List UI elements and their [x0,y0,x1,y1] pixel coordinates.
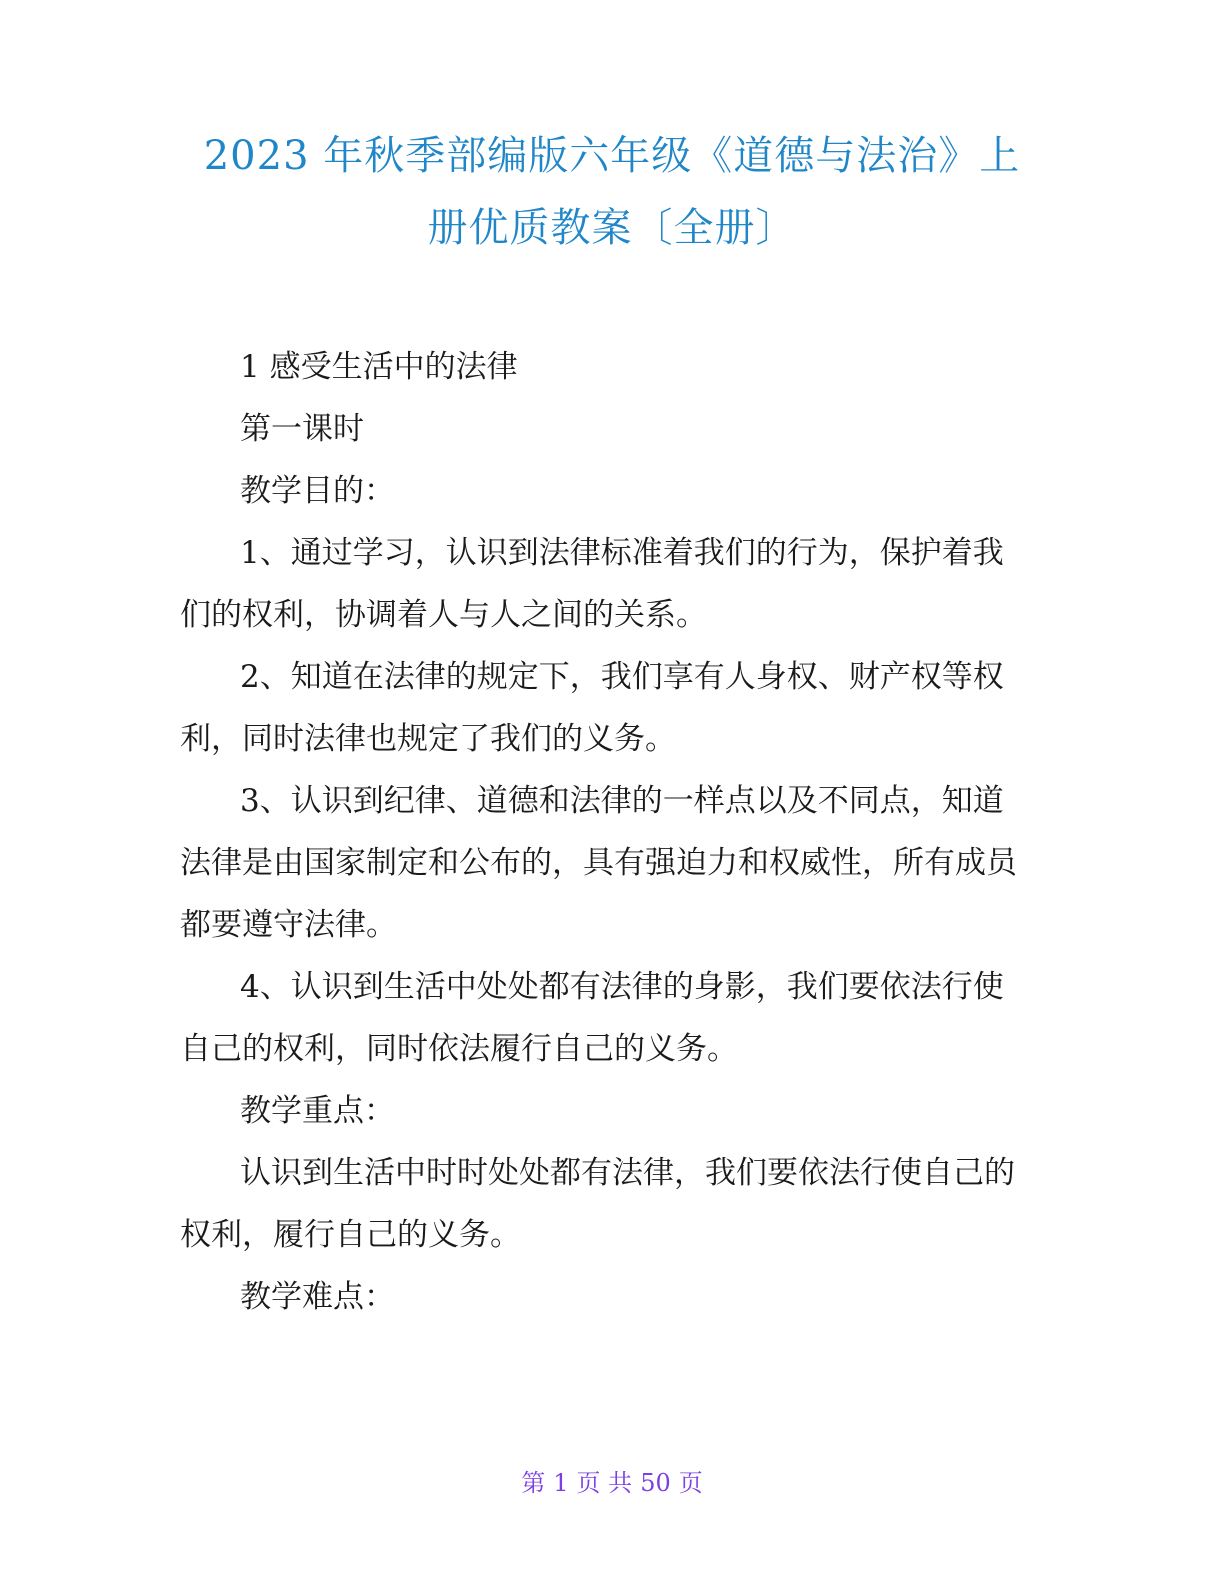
title-line-2: 册优质教案〔全册〕 [427,205,797,251]
objective-2-line-2: 利，同时法律也规定了我们的义务。 [180,721,676,757]
footer-end-label: 页 [678,1469,703,1497]
key-points-line-1: 认识到生活中时时处处都有法律，我们要依法行使自己的 [240,1155,1015,1191]
footer-page-number: 1 [553,1469,569,1497]
objective-4-line-2: 自己的权利，同时依法履行自己的义务。 [180,1031,738,1067]
objective-3-line-1: 3、认识到纪律、道德和法律的一样点以及不同点，知道 [240,783,1004,819]
objectives-heading: 教学目的： [240,473,395,509]
footer-page-label: 第 [521,1469,546,1497]
objective-4-line-1: 4、认识到生活中处处都有法律的身影，我们要依法行使 [240,969,1004,1005]
difficult-points-heading: 教学难点： [240,1279,395,1315]
objective-3-line-2: 法律是由国家制定和公布的，具有强迫力和权威性，所有成员 [180,845,1017,881]
page-footer [0,1463,1224,1498]
objective-1-line-1: 1、通过学习，认识到法律标准着我们的行为，保护着我 [240,535,1004,571]
document-title [150,120,1074,264]
objective-2-line-1: 2、知道在法律的规定下，我们享有人身权、财产权等权 [240,659,1004,695]
footer-of-label: 页 共 [576,1469,633,1497]
footer-total-pages: 50 [640,1469,671,1497]
lesson-title: 1 感受生活中的法律 [240,349,518,385]
document-body [180,336,1040,1328]
key-points-heading: 教学重点： [240,1093,395,1129]
objective-1-line-2: 们的权利，协调着人与人之间的关系。 [180,597,707,633]
objective-3-line-3: 都要遵守法律。 [180,907,397,943]
period-label: 第一课时 [240,411,364,447]
title-line-1: 2023 年秋季部编版六年级《道德与法治》上 [203,133,1021,179]
key-points-line-2: 权利，履行自己的义务。 [180,1217,521,1253]
